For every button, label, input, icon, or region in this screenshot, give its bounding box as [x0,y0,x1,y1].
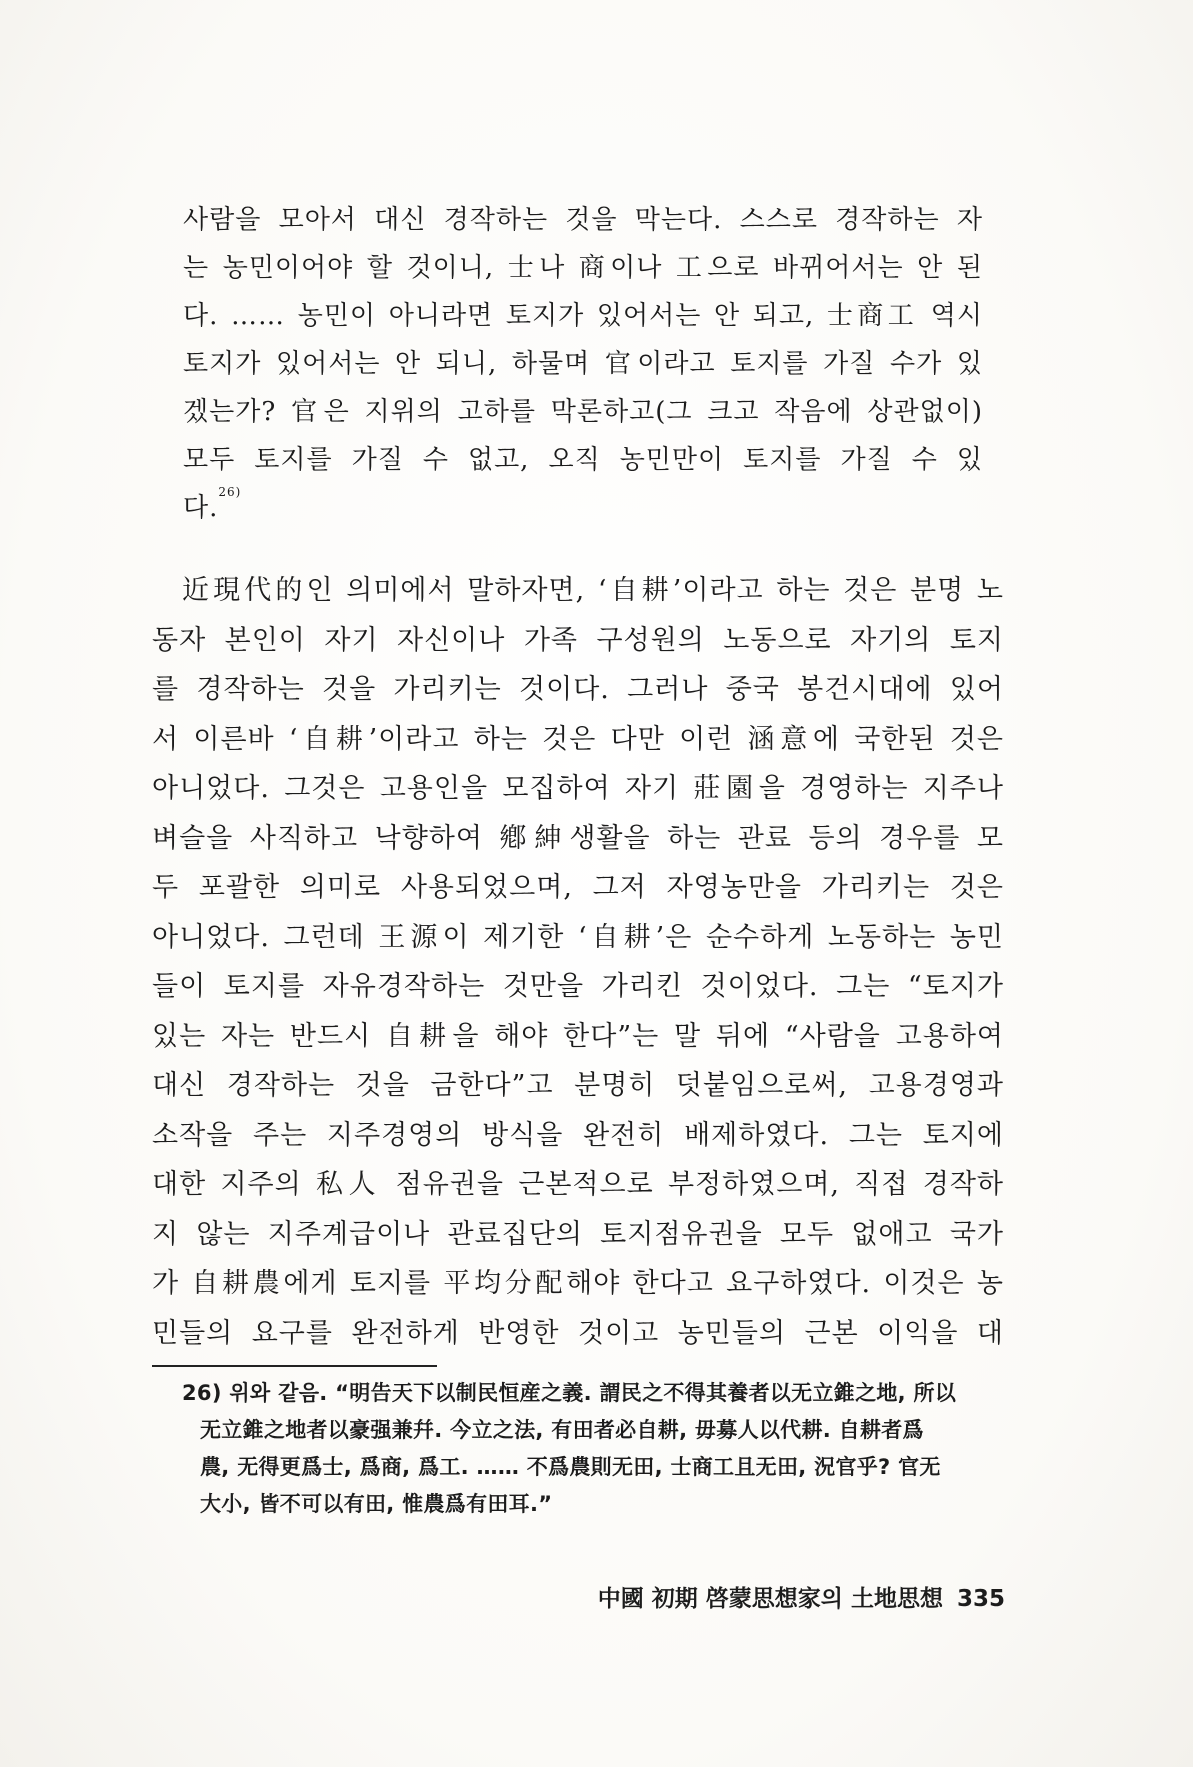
page-number: 335 [956,1586,1005,1612]
body-line: 벼슬을 사직하고 낙향하여 鄕紳생활을 하는 관료 등의 경우를 모 [152,822,1004,854]
body-line: 들이 토지를 자유경작하는 것만을 가리킨 것이었다. 그는 “토지가 [152,971,1004,1002]
body-line: 지 않는 지주계급이나 관료집단의 토지점유권을 모두 없애고 국가 [152,1218,1004,1250]
body-line: 近現代的인 의미에서 말하자면, ‘自耕’이라고 하는 것은 분명 노 [182,575,1004,606]
footnote-line: 大小, 皆不可以有田, 惟農爲有田耳.” [200,1492,553,1516]
quote-last-text: 다. [183,493,219,523]
quote-line: 모두 토지를 가질 수 없고, 오직 농민만이 토지를 가질 수 있 [183,445,983,475]
body-line: 아니었다. 그런데 王源이 제기한 ‘自耕’은 순수하게 노동하는 농민 [152,921,1004,953]
body-line: 아니었다. 그것은 고용인을 모집하여 자기 莊園을 경영하는 지주나 [152,773,1004,804]
footnote-line: 農, 无得更爲士, 爲商, 爲工. …… 不爲農則无田, 士商工且无田, 況官乎? 官无 [200,1455,941,1479]
footnote-separator-rule [152,1365,437,1367]
body-paragraph [152,566,1004,1358]
body-line: 있는 자는 반드시 自耕을 해야 한다”는 말 뒤에 “사람을 고용하여 [152,1020,1004,1052]
body-line: 대한 지주의 私人 점유권을 근본적으로 부정하였으며, 직접 경작하 [152,1169,1004,1200]
body-line: 가 自耕農에게 토지를 平均分配해야 한다고 요구하였다. 이것은 농 [152,1268,1004,1299]
body-line: 동자 본인이 자기 자신이나 가족 구성원의 노동으로 자기의 토지 [152,624,1004,656]
footnote-line: 无立錐之地者以豪强兼幷. 今立之法, 有田者必自耕, 毋募人以代耕. 自耕者爲 [200,1418,924,1442]
quote-line: 사람을 모아서 대신 경작하는 것을 막는다. 스스로 경작하는 자 [183,205,983,235]
block-quote [183,196,983,532]
body-line: 소작을 주는 지주경영의 방식을 완전히 배제하였다. 그는 토지에 [152,1119,1004,1151]
quote-line-last [183,484,983,532]
quote-line: 다. …… 농민이 아니라면 토지가 있어서는 안 되고, 士商工 역시 [183,301,983,331]
footnote-reference: 26) [218,485,242,499]
body-line: 두 포괄한 의미로 사용되었으며, 그저 자영농만을 가리키는 것은 [152,872,1004,903]
quote-line: 는 농민이어야 할 것이니, 士나 商이나 工으로 바뀌어서는 안 된 [183,253,983,283]
footnote [182,1375,1004,1523]
quote-line: 토지가 있어서는 안 되니, 하물며 官이라고 토지를 가질 수가 있 [183,349,983,379]
body-line: 민들의 요구를 완전하게 반영한 것이고 농민들의 근본 이익을 대 [152,1317,1004,1349]
footnote-line: 26) 위와 같음. “明告天下以制民恒産之義. 謂民之不得其養者以无立錐之地, 所以 [182,1381,957,1405]
body-line: 서 이른바 ‘自耕’이라고 하는 것은 다만 이런 涵意에 국한된 것은 [152,723,1004,755]
running-footer [560,1580,1005,1613]
quote-line: 겠는가? 官은 지위의 고하를 막론하고(그 크고 작음에 상관없이) [183,397,983,427]
body-line: 를 경작하는 것을 가리키는 것이다. 그러나 중국 봉건시대에 있어 [152,674,1004,705]
body-line: 대신 경작하는 것을 금한다”고 분명히 덧붙임으로써, 고용경영과 [152,1070,1004,1101]
running-footer-title: 中國 初期 啓蒙思想家의 土地思想 [597,1586,943,1612]
